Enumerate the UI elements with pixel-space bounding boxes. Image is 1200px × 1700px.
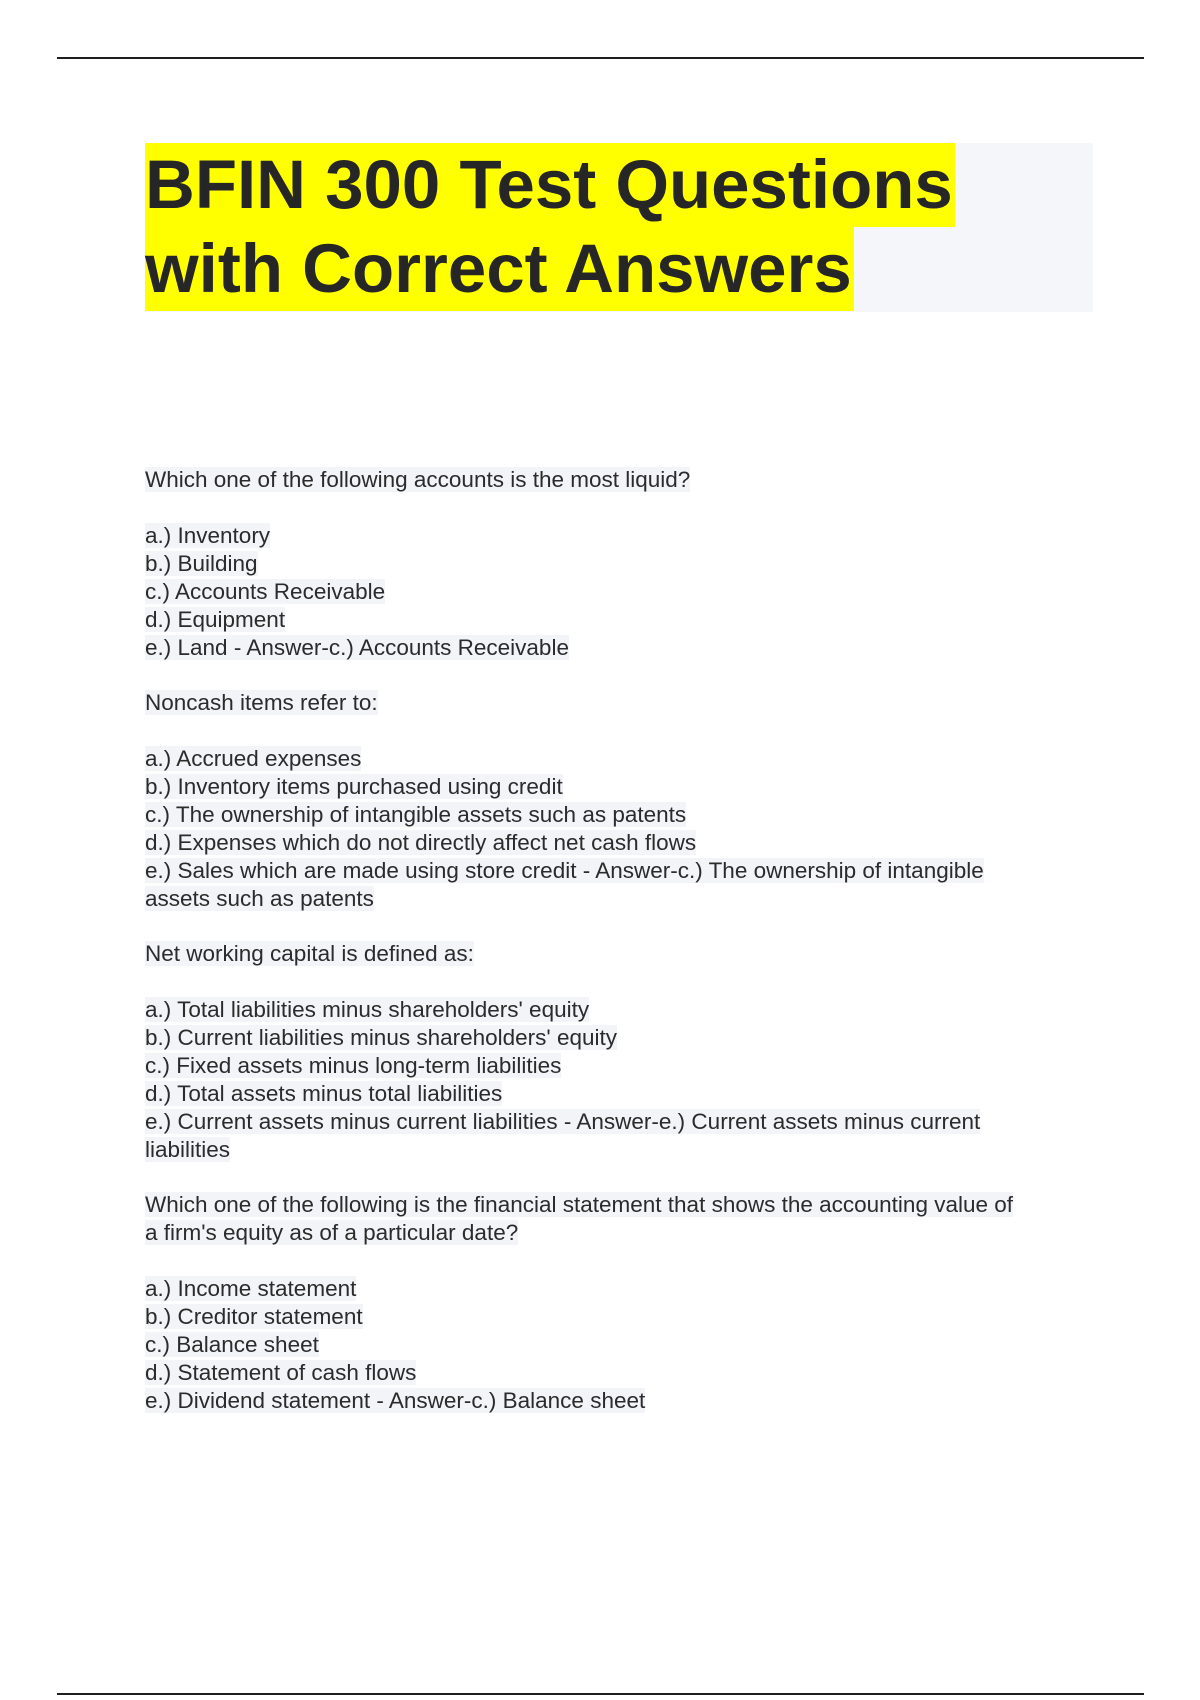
option-line-with-answer: e.) Sales which are made using store credit - Answer-c.) The ownership of intangible	[145, 858, 984, 883]
answer-options	[145, 745, 1093, 913]
question-3	[145, 940, 1093, 1164]
question-text-line: Net working capital is defined as:	[145, 941, 474, 966]
option-line-with-answer: e.) Dividend statement - Answer-c.) Balance sheet	[145, 1388, 646, 1413]
question-2	[145, 689, 1093, 913]
option-line: a.) Total liabilities minus shareholders' equity	[145, 997, 590, 1022]
option-line: a.) Income statement	[145, 1276, 357, 1301]
option-line: d.) Total assets minus total liabilities	[145, 1081, 503, 1106]
option-line-continuation: liabilities	[145, 1137, 231, 1162]
answer-options	[145, 996, 1093, 1164]
option-line: d.) Expenses which do not directly affect net cash flows	[145, 830, 697, 855]
question-text	[145, 1191, 1093, 1247]
answer-options	[145, 1275, 1093, 1415]
option-line: c.) The ownership of intangible assets such as patents	[145, 802, 687, 827]
document-title-line-1: BFIN 300 Test Questions	[145, 143, 955, 227]
option-line-with-answer: e.) Land - Answer-c.) Accounts Receivable	[145, 635, 569, 660]
option-line: a.) Accrued expenses	[145, 746, 362, 771]
option-line: a.) Inventory	[145, 523, 271, 548]
option-line: b.) Creditor statement	[145, 1304, 363, 1329]
question-text	[145, 940, 1093, 968]
document-title	[145, 143, 1093, 312]
question-list	[145, 466, 1093, 1442]
option-line: c.) Balance sheet	[145, 1332, 319, 1357]
option-line-continuation: assets such as patents	[145, 886, 374, 911]
question-text	[145, 689, 1093, 717]
option-line: d.) Equipment	[145, 607, 286, 632]
option-line-with-answer: e.) Current assets minus current liabilities - Answer-e.) Current assets minus current	[145, 1109, 981, 1134]
option-line: b.) Current liabilities minus shareholders' equity	[145, 1025, 618, 1050]
option-line: c.) Fixed assets minus long-term liabilities	[145, 1053, 562, 1078]
question-1	[145, 466, 1093, 662]
option-line: b.) Building	[145, 551, 258, 576]
answer-options	[145, 522, 1093, 662]
question-text	[145, 466, 1093, 494]
option-line: c.) Accounts Receivable	[145, 579, 386, 604]
question-text-line: Which one of the following accounts is the most liquid?	[145, 467, 691, 492]
question-4	[145, 1191, 1093, 1415]
page-bottom-rule	[57, 1693, 1144, 1695]
question-text-line: Which one of the following is the financial statement that shows the accounting value of	[145, 1192, 1014, 1217]
document-title-line-2: with Correct Answers	[145, 227, 854, 311]
question-text-line: a firm's equity as of a particular date?	[145, 1220, 519, 1245]
page-top-rule	[57, 57, 1144, 59]
question-text-line: Noncash items refer to:	[145, 690, 378, 715]
option-line: d.) Statement of cash flows	[145, 1360, 417, 1385]
option-line: b.) Inventory items purchased using credit	[145, 774, 563, 799]
